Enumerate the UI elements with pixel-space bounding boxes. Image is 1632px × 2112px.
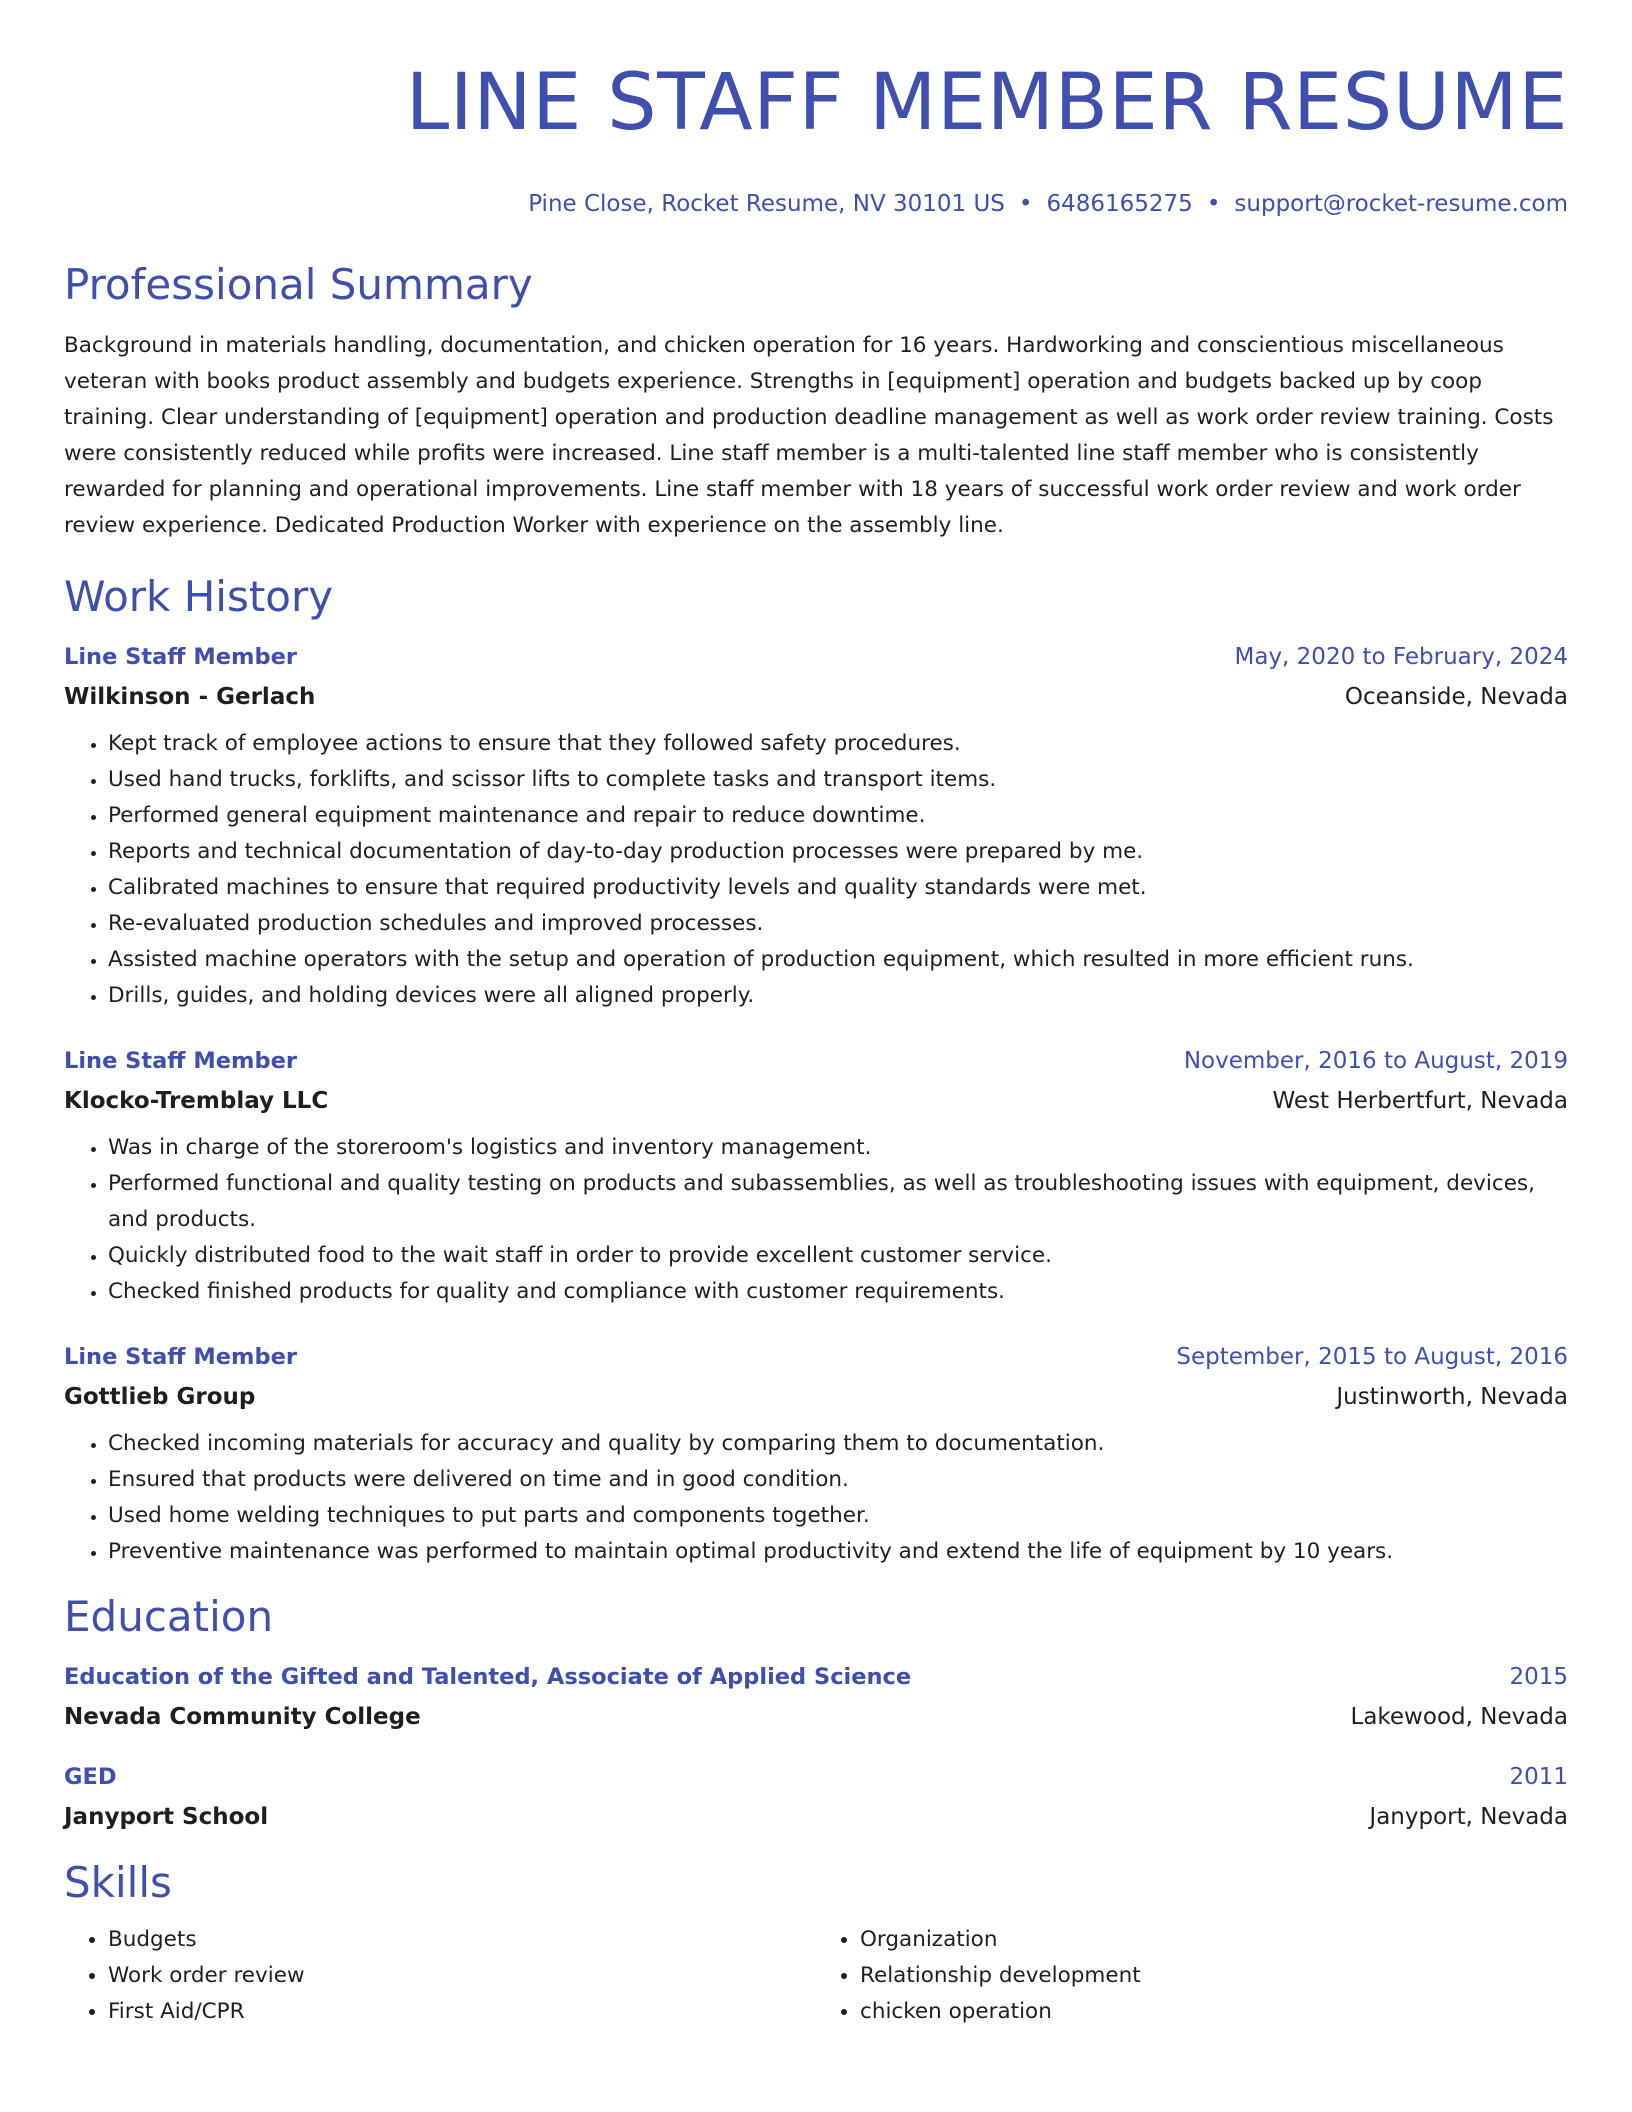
job-header-row xyxy=(64,1046,1568,1076)
contact-address: Pine Close, Rocket Resume, NV 30101 US xyxy=(528,191,1005,217)
job-bullet: • Performed functional and quality testing on products and subassemblies, as well as troubleshooting issues with equipment, devices, and products. xyxy=(108,1166,1568,1238)
job-entry xyxy=(64,642,1568,1014)
education-year: 2015 xyxy=(1509,1664,1568,1690)
job-bullet: • Ensured that products were delivered on time and in good condition. xyxy=(108,1462,1568,1498)
education-entry xyxy=(64,1662,1568,1732)
skill-item: • Budgets xyxy=(108,1922,816,1958)
job-bullet: • Kept track of employee actions to ensure that they followed safety procedures. xyxy=(108,726,1568,762)
job-location: Justinworth, Nevada xyxy=(1336,1384,1568,1410)
education-location: Janyport, Nevada xyxy=(1369,1804,1568,1830)
job-bullet: • Preventive maintenance was performed to maintain optimal productivity and extend the life of equipment by 10 years. xyxy=(108,1534,1568,1570)
contact-line xyxy=(64,189,1568,219)
job-bullet: • Assisted machine operators with the setup and operation of production equipment, which resulted in more efficient runs. xyxy=(108,942,1568,978)
job-entry xyxy=(64,1046,1568,1310)
education-entry xyxy=(64,1762,1568,1832)
job-header-row xyxy=(64,1342,1568,1372)
summary-heading: Professional Summary xyxy=(64,260,533,309)
skills-heading: Skills xyxy=(64,1858,172,1907)
job-entry xyxy=(64,1342,1568,1570)
job-company-row xyxy=(64,1382,1568,1412)
summary-text: Background in materials handling, documentation, and chicken operation for 16 years. Hardworking and conscientious miscellaneous veteran with books product assembly and budgets experience. Strengths in [equipment] operation and budgets backed up by coop training. Clear understanding of [equipment] operation and production deadline management as well as work order review training. Costs were consistently reduced while profits were increased. Line staff member is a multi-talented line staff member who is consistently rewarded for planning and operational improvements. Line staff member with 18 years of successful work order review and work order review experience. Dedicated Production Worker with experience on the assembly line. xyxy=(64,333,1554,538)
skill-item: • Organization xyxy=(860,1922,1568,1958)
contact-separator: • xyxy=(1018,191,1033,217)
skills-list-right xyxy=(816,1922,1568,2030)
education-school: Nevada Community College xyxy=(64,1704,421,1730)
job-role: Line Staff Member xyxy=(64,644,297,670)
skills-list-left xyxy=(64,1922,816,2030)
job-bullet: • Calibrated machines to ensure that required productivity levels and quality standards were met. xyxy=(108,870,1568,906)
education-school-row xyxy=(64,1702,1568,1732)
education-year: 2011 xyxy=(1509,1764,1568,1790)
job-bullet: • Performed general equipment maintenance and repair to reduce downtime. xyxy=(108,798,1568,834)
work-history-heading: Work History xyxy=(64,572,334,621)
job-company: Gottlieb Group xyxy=(64,1384,256,1410)
skill-item: • Work order review xyxy=(108,1958,816,1994)
education-degree: Education of the Gifted and Talented, Associate of Applied Science xyxy=(64,1664,912,1690)
job-bullets xyxy=(64,726,1568,1014)
job-bullet: • Used hand trucks, forklifts, and scissor lifts to complete tasks and transport items. xyxy=(108,762,1568,798)
job-dates: May, 2020 to February, 2024 xyxy=(1234,644,1568,670)
education-heading: Education xyxy=(64,1592,274,1641)
skill-item: • First Aid/CPR xyxy=(108,1994,816,2030)
skills-columns xyxy=(64,1922,1568,2030)
job-company: Wilkinson - Gerlach xyxy=(64,684,316,710)
education-degree-row xyxy=(64,1762,1568,1792)
education-degree-row xyxy=(64,1662,1568,1692)
resume-title: LINE STAFF MEMBER RESUME xyxy=(405,58,1568,148)
contact-separator: • xyxy=(1206,191,1221,217)
job-bullet: • Checked incoming materials for accuracy and quality by comparing them to documentation. xyxy=(108,1426,1568,1462)
job-bullet: • Quickly distributed food to the wait staff in order to provide excellent customer service. xyxy=(108,1238,1568,1274)
education-school-row xyxy=(64,1802,1568,1832)
education-degree: GED xyxy=(64,1764,117,1790)
job-company-row xyxy=(64,1086,1568,1116)
job-bullet: • Drills, guides, and holding devices were all aligned properly. xyxy=(108,978,1568,1014)
education-school: Janyport School xyxy=(64,1804,269,1830)
job-dates: September, 2015 to August, 2016 xyxy=(1176,1344,1568,1370)
job-location: West Herbertfurt, Nevada xyxy=(1272,1088,1568,1114)
job-bullet: • Was in charge of the storeroom's logistics and inventory management. xyxy=(108,1130,1568,1166)
job-dates: November, 2016 to August, 2019 xyxy=(1183,1048,1568,1074)
job-company: Klocko-Tremblay LLC xyxy=(64,1088,329,1114)
job-bullets xyxy=(64,1130,1568,1310)
education-location: Lakewood, Nevada xyxy=(1350,1704,1568,1730)
job-company-row xyxy=(64,682,1568,712)
skill-item: • chicken operation xyxy=(860,1994,1568,2030)
job-bullet: • Reports and technical documentation of day-to-day production processes were prepared by me. xyxy=(108,834,1568,870)
job-bullet: • Checked finished products for quality and compliance with customer requirements. xyxy=(108,1274,1568,1310)
job-location: Oceanside, Nevada xyxy=(1344,684,1568,710)
job-role: Line Staff Member xyxy=(64,1048,297,1074)
job-bullets xyxy=(64,1426,1568,1570)
contact-phone: 6486165275 xyxy=(1046,191,1193,217)
job-bullet: • Used home welding techniques to put parts and components together. xyxy=(108,1498,1568,1534)
job-role: Line Staff Member xyxy=(64,1344,297,1370)
job-bullet: • Re-evaluated production schedules and improved processes. xyxy=(108,906,1568,942)
job-header-row xyxy=(64,642,1568,672)
skill-item: • Relationship development xyxy=(860,1958,1568,1994)
contact-email: support@rocket-resume.com xyxy=(1234,191,1568,217)
